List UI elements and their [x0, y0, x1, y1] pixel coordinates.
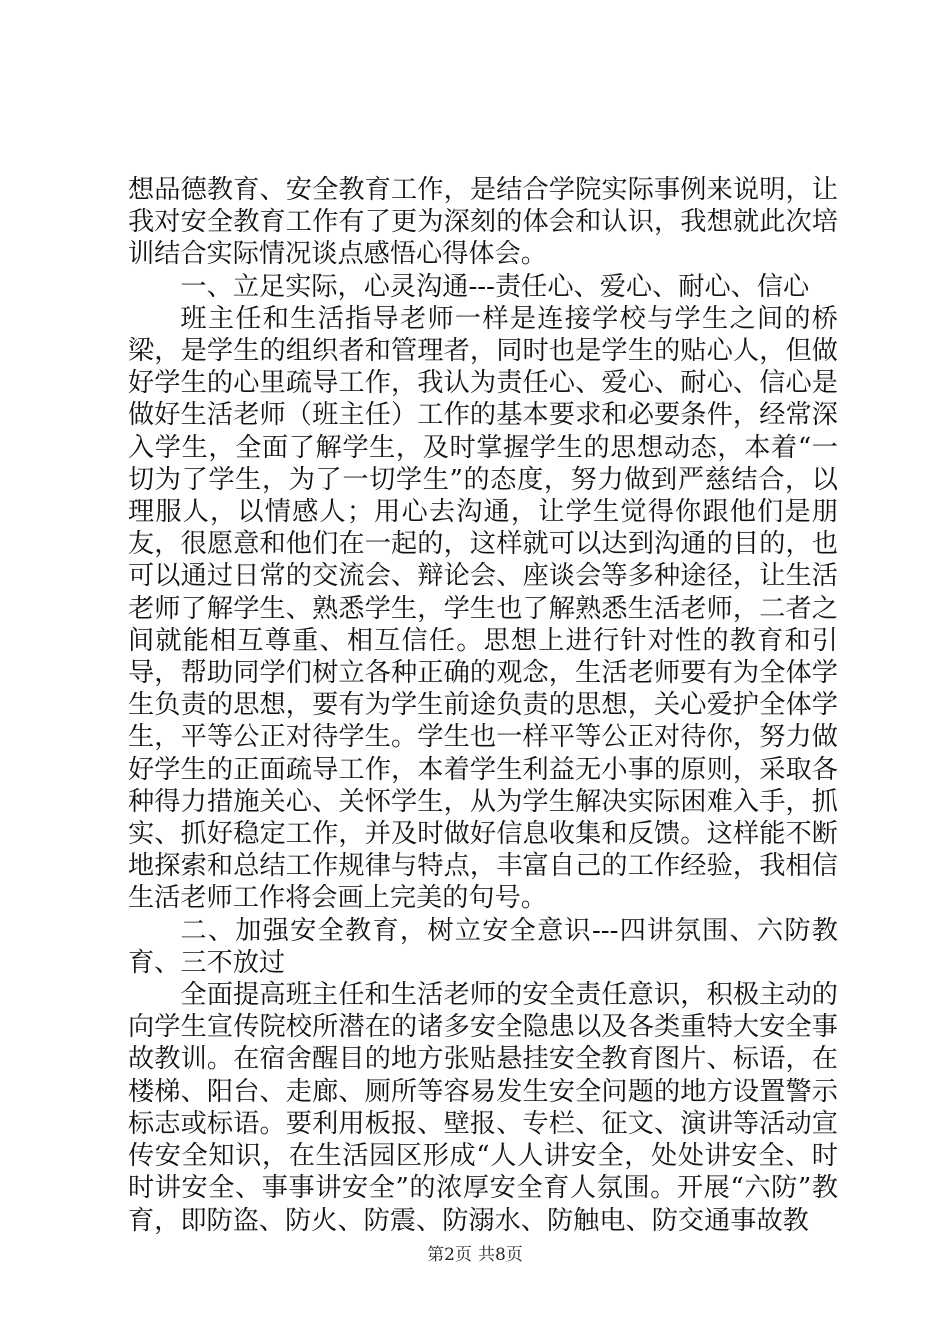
section-heading-one: 一、立足实际，心灵沟通---责任心、爱心、耐心、信心	[180, 271, 810, 302]
page-total: 共8页	[478, 1245, 523, 1265]
page-footer	[0, 1244, 950, 1266]
paragraph-safety: 全面提高班主任和生活老师的安全责任意识，积极主动的向学生宣传院校所潜在的诸多安全隐患以及各类重特大安全事故教训。在宿舍醒目的地方张贴悬挂安全教育图片、标语，在楼梯、阳台、走廊、厕所等容易发生安全问题的地方设置警示标志或标语。要利用板报、壁报、专栏、征文、演讲等活动宣传安全知识，在生活园区形成“人人讲安全，处处讲安全、时时讲安全、事事讲安全”的浓厚安全育人氛围。开展“六防”教育，即防盗、防火、防震、防溺水、防触电、防交通事故教	[128, 980, 838, 1236]
document-body	[128, 174, 838, 1237]
paragraph-continuation: 想品德教育、安全教育工作，是结合学院实际事例来说明，让我对安全教育工作有了更为深刻的体会和认识，我想就此次培训结合实际情况谈点感悟心得体会。	[128, 175, 838, 270]
section-heading-two: 二、加强安全教育，树立安全意识---四讲氛围、六防教育、三不放过	[128, 915, 838, 978]
paragraph-responsibility: 班主任和生活指导老师一样是连接学校与学生之间的桥梁，是学生的组织者和管理者，同时也是学生的贴心人，但做好学生的心里疏导工作，我认为责任心、爱心、耐心、信心是做好生活老师（班主任）工作的基本要求和必要条件，经常深入学生，全面了解学生，及时掌握学生的思想动态，本着“一切为了学生，为了一切学生”的态度，努力做到严慈结合，以理服人，以情感人；用心去沟通，让学生觉得你跟他们是朋友，很愿意和他们在一起的，这样就可以达到沟通的目的，也可以通过日常的交流会、辩论会、座谈会等多种途径，让生活老师了解学生、熟悉学生，学生也了解熟悉生活老师，二者之间就能相互尊重、相互信任。思想上进行针对性的教育和引导，帮助同学们树立各种正确的观念，生活老师要有为全体学生负责的思想，要有为学生前途负责的思想，关心爱护全体学生，平等公正对待学生。学生也一样平等公正对待你，努力做好学生的正面疏导工作，本着学生利益无小事的原则，采取各种得力措施关心、关怀学生，从为学生解决实际困难入手，抓实、抓好稳定工作，并及时做好信息收集和反馈。这样能不断地探索和总结工作规律与特点，丰富自己的工作经验，我相信生活老师工作将会画上完美的句号。	[128, 303, 838, 914]
page-number: 第2页	[427, 1245, 472, 1265]
